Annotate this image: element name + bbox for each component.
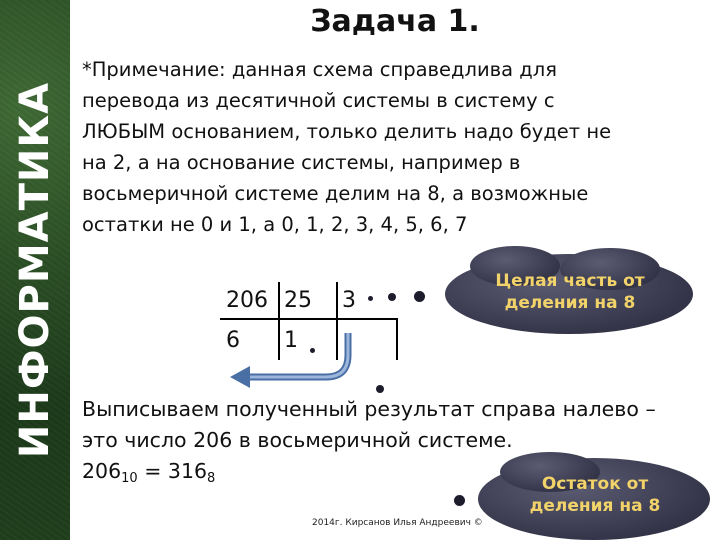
thought-dot-icon: [368, 296, 373, 301]
note-line: *Примечание: данная схема справедлива для: [82, 58, 557, 81]
thought-dot-icon: [454, 495, 465, 506]
note-line: перевода из десятичной системы в систему с: [82, 89, 555, 112]
sidebar-banner: [0, 0, 70, 540]
note-paragraph: [82, 54, 702, 240]
callout-line: деления на 8: [529, 496, 661, 516]
equation-base-sub: 10: [121, 471, 138, 486]
thought-dot-icon: [310, 348, 315, 353]
thought-dot-icon: [414, 291, 425, 302]
sidebar-title: ИНФОРМАТИКА: [12, 81, 58, 459]
integer-part-label: [470, 270, 670, 314]
result-line: это число 206 в восьмеричной системе.: [82, 428, 513, 452]
slide-title: Задача 1.: [310, 4, 480, 39]
remainder-cell: 1: [284, 328, 298, 353]
equation-base: 206: [82, 459, 122, 483]
note-line: ЛЮБЫМ основанием, только делить надо будет не: [82, 120, 612, 143]
remainder-label: [495, 473, 695, 517]
footer-credit: 2014г. Кирсанов Илья Андреевич ©: [312, 518, 483, 528]
callout-line: деления на 8: [504, 293, 636, 313]
dividend-cell: 206: [226, 288, 268, 313]
note-line: остатки не 0 и 1, а 0, 1, 2, 3, 4, 5, 6, 7: [82, 213, 468, 236]
thought-dot-icon: [388, 293, 396, 301]
thought-dot-icon: [376, 385, 384, 393]
callout-line: Остаток от: [541, 474, 649, 494]
callout-line: Целая часть от: [495, 271, 645, 291]
quotient-cell: 25: [284, 288, 312, 313]
note-line: на 2, а на основание системы, например в: [82, 151, 521, 174]
divider-line: [396, 318, 398, 360]
note-line: восьмеричной системе делим на 8, а возможные: [82, 182, 589, 205]
final-quotient-cell: 3: [342, 288, 356, 313]
remainder-cell: 6: [226, 328, 240, 353]
equation-result-sub: 8: [207, 471, 216, 486]
divider-line: [220, 318, 396, 320]
result-line: Выписываем полученный результат справа налево –: [82, 397, 656, 421]
equation-result: = 316: [137, 459, 208, 483]
arrow-icon: [220, 325, 360, 390]
